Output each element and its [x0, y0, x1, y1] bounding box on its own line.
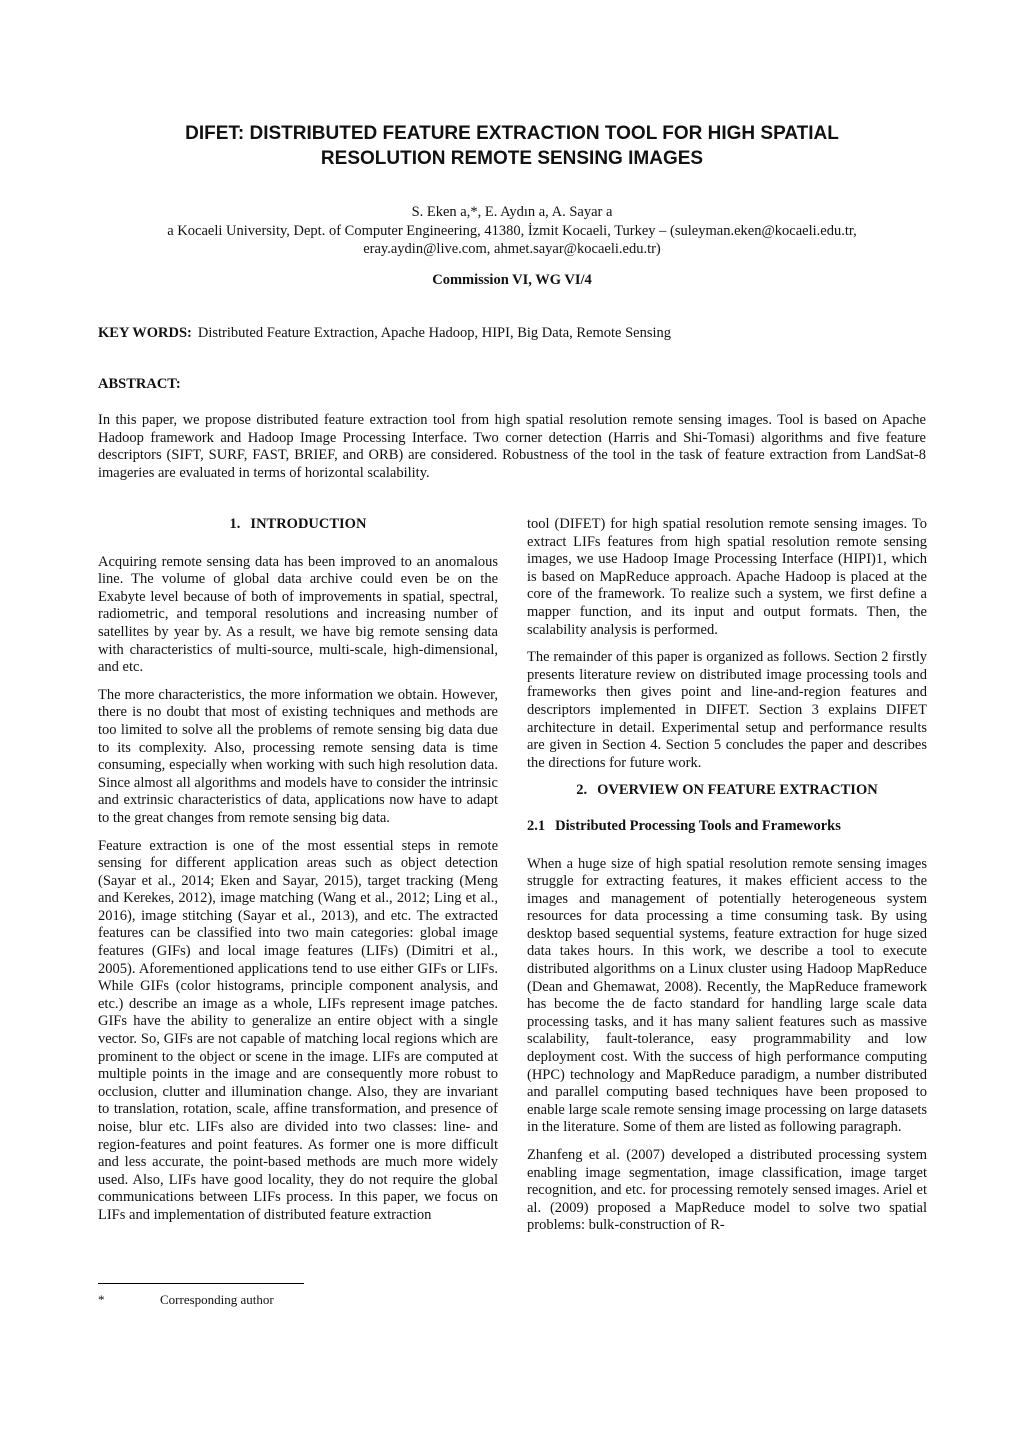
left-column [98, 516, 498, 1235]
intro-paragraph-3: Feature extraction is one of the most essential steps in remote sensing for different application areas such as object detection (Sayar et al., 2014; Eken and Sayar, 2015), target tracking (Meng and Kerekes, 2012), image matching (Wang et al., 2012; Ling et al., 2016), image stitching (Sayar et al., 2013), and etc. The extracted features can be classified into two main categories: global image features (GIFs) and local image features (LIFs) (Dimitri et al., 2005). Aforementioned applications tend to use either GIFs or LIFs. While GIFs (color histograms, principle component analysis, and etc.) describe an image as a whole, LIFs represent image patches. GIFs have the ability to generalize an entire object with a single vector. So, GIFs are not capable of matching local regions which are prominent to the object or scene in the image. LIFs are computed at multiple points in the image and are consequently more robust to occlusion, clutter and illumination change. Also, they are invariant to translation, rotation, scale, affine transformation, and presence of noise, blur etc. LIFs also are divided into two classes: line- and region-features and point features. As former one is more difficult and less accurate, the point-based methods are much more widely used. Also, LIFs have good locality, they do not require the global communications between LIFs process. In this paper, we focus on LIFs and implementation of distributed feature extraction [98, 837, 498, 1223]
keywords-line [98, 325, 926, 342]
paper-title-line-2: RESOLUTION REMOTE SENSING IMAGES [320, 148, 704, 169]
affiliation-line-2: eray.aydin@live.com, ahmet.sayar@kocaeli.edu.tr) [363, 241, 661, 257]
footnote-divider [98, 1283, 304, 1284]
section-1-number: 1. [229, 516, 241, 532]
intro-paragraph-5: The remainder of this paper is organized as follows. Section 2 firstly presents literature review on distributed image processing tools and frameworks then gives point and line-and-region features and descriptors implemented in DIFET. Section 3 explains DIFET architecture in detail. Experimental setup and performance results are given in Section 4. Section 5 concludes the paper and describes the directions for future work. [527, 649, 927, 771]
keywords-label: KEY WORDS: [98, 325, 192, 341]
section-1-title: INTRODUCTION [250, 516, 367, 532]
keywords-text: Distributed Feature Extraction, Apache Hadoop, HIPI, Big Data, Remote Sensing [197, 325, 672, 341]
intro-paragraph-4: tool (DIFET) for high spatial resolution remote sensing images. To extract LIFs features from high spatial resolution remote sensing images, we use Hadoop Image Processing Interface (HIPI)1, which is based on MapReduce approach. Apache Hadoop is placed at the core of the framework. To realize such a system, we first define a mapper function, and its input and output formats. Then, the scalability analysis is performed. [527, 516, 927, 638]
paper-title [100, 121, 924, 171]
affiliation [100, 222, 924, 258]
affiliation-line-1: a Kocaeli University, Dept. of Computer Engineering, 41380, İzmit Kocaeli, Turkey – (suleyman.eken@kocaeli.edu.tr, [167, 223, 857, 239]
abstract-heading: ABSTRACT: [98, 376, 181, 392]
section-2-number: 2. [576, 782, 588, 799]
section-1-heading [98, 516, 498, 534]
paper-title-line-1: DIFET: DISTRIBUTED FEATURE EXTRACTION TOOL FOR HIGH SPATIAL [185, 123, 839, 144]
overview-paragraph-1: When a huge size of high spatial resolution remote sensing images struggle for extracting features, it makes efficient access to the images and management of potentially heterogeneous system resources for data processing a time consuming task. By using desktop based sequential systems, feature extraction for huge sized data takes hours. In this work, we describe a tool to execute distributed algorithms on a Linux cluster using Hadoop MapReduce (Dean and Ghemawat, 2008). Recently, the MapReduce framework has become the de facto standard for handling large scale data processing tasks, and it has many salient features such as massive scalability, fault-tolerance, easy programmability and low deployment cost. With the success of high performance computing (HPC) technology and MapReduce paradigm, a number distributed and parallel computing based techniques have been proposed to enable large scale remote sensing image processing on large datasets in the literature. Some of them are listed as following paragraph. [527, 855, 927, 1136]
author-list: S. Eken a,*, E. Aydın a, A. Sayar a [411, 204, 613, 220]
subsection-2-1-number: 2.1 [527, 817, 546, 834]
intro-paragraph-2: The more characteristics, the more information we obtain. However, there is no doubt that most of existing techniques and methods are too limited to solve all the problems of remote sensing big data due to its complexity. Also, processing remote sensing data is time consuming, especially when working with such high resolution data. Since almost all algorithms and models have to consider the intrinsic and extrinsic characteristics of data, applications now have to adapt to the great changes from remote sensing big data. [98, 686, 498, 826]
commission-label: Commission VI, WG VI/4 [432, 272, 592, 288]
overview-paragraph-2: Zhanfeng et al. (2007) developed a distributed processing system enabling image segmentation, image classification, image target recognition, and etc. for processing remotely sensed images. Ariel et al. (2009) proposed a MapReduce model to solve two spatial problems: bulk-construction of R- [527, 1147, 927, 1234]
abstract-text: In this paper, we propose distributed feature extraction tool from high spatial resolution remote sensing images. Tool is based on Apache Hadoop framework and Hadoop Image Processing Interface. Two corner detection (Harris and Shi-Tomasi) algorithms and five feature descriptors (SIFT, SURF, FAST, BRIEF, and ORB) are considered. Robustness of the tool in the task of feature extraction from LandSat-8 imageries are evaluated in terms of horizontal scalability. [98, 412, 926, 481]
subsection-2-1-title: Distributed Processing Tools and Frameworks [555, 817, 841, 834]
section-2-heading [527, 782, 927, 800]
section-2-title: OVERVIEW ON FEATURE EXTRACTION [597, 782, 878, 799]
footnote-text: Corresponding author [160, 1292, 274, 1307]
footnote-marker: * [98, 1292, 105, 1307]
intro-paragraph-1: Acquiring remote sensing data has been improved to an anomalous line. The volume of global data archive could even be on the Exabyte level because of both of improvements in spatial, spectral, radiometric, and temporal resolutions and increasing number of satellites by year by. As a result, we have big remote sensing data with characteristics of multi-source, multi-scale, high-dimensional, and etc. [98, 553, 498, 676]
right-column [527, 516, 927, 1245]
footnote [98, 1292, 274, 1308]
subsection-2-1-heading [527, 818, 927, 836]
